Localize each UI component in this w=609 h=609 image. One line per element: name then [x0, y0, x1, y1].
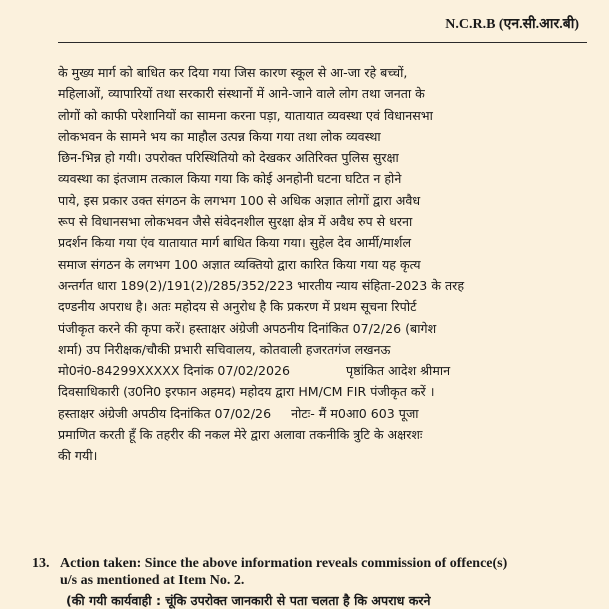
body-line: के मुख्य मार्ग को बाधित कर दिया गया जिस कारण स्कूल से आ-जा रहे बच्चों,	[58, 65, 408, 80]
body-line: व्यवस्था का इंतजाम तत्काल किया गया कि कोई अनहोनी घटना घटित न होने	[58, 171, 402, 187]
item-number: 13.	[32, 556, 50, 571]
body-line: रूप से विधानसभा लोकभवन जैसे संवेदनशील सुरक्षा क्षेत्र में अवैध रुप से धरना	[58, 214, 413, 230]
body-line: लोकभवन के सामने भय का माहौल उत्पन्न किया गया तथा लोक व्यवस्था	[58, 128, 381, 144]
complaint-body	[58, 62, 568, 467]
body-line: पंजीकृत करने की कृपा करें। हस्ताक्षर अंग्रेजी अपठनीय दिनांकित 07/2/26 (बागेश	[58, 320, 437, 336]
body-line: की गयी।	[58, 448, 98, 464]
header-divider	[58, 42, 587, 43]
body-line: शर्मा) उप निरीक्षक/चौकी प्रभारी सचिवालय, कोतवाली हजरतगंज लखनऊ	[58, 341, 391, 357]
body-line: दिवसाधिकारी (उ0नि0 इरफान अहमद) महोदय द्वारा HM/CM FIR पंजीकृत करें ।	[58, 384, 435, 400]
body-line: छिन-भिन्न हो गयी। उपरोक्त परिस्थितियो को देखकर अतिरिक्त पुलिस सुरक्षा	[58, 150, 399, 166]
page-header: N.C.R.B (एन.सी.आर.बी)	[445, 17, 579, 32]
body-line: दण्डनीय अपराध है। अतः महोदय से अनुरोध है कि प्रकरण में प्रथम सूचना रिपोर्ट	[58, 299, 417, 315]
body-line: महिलाओं, व्यापारियों तथा सरकारी संस्थानों में आने-जाने वाले लोग तथा जनता के	[58, 86, 425, 102]
body-line: अन्तर्गत धारा 189(2)/191(2)/285/352/223 भारतीय न्याय संहिता-2023 के तरह	[58, 277, 465, 293]
body-line: प्रदर्शन किया गया एंव यातायात मार्ग बाधित किया गया। सुहेल देव आर्मी/मार्शल	[58, 235, 411, 251]
body-line: प्रमाणित करती हूँ कि तहरीर की नकल मेरे द्वारा अलावा तकनीकि त्रुटि के अक्षरशः	[58, 427, 423, 443]
body-line: लोगों को काफी परेशानियों का सामना करना पड़ा, यातायात व्यवस्था एवं विधानसभा	[58, 107, 433, 123]
item-13-hindi-text: (की गयी कार्यवाही : चूंकि उपरोक्त जानकारी से पता चलता है कि अपराध करने	[66, 593, 431, 608]
body-line: हस्ताक्षर अंग्रेजी अपठीय दिनांकित 07/02/26 नोटः- मैं म0आ0 603 पूजा	[58, 405, 419, 421]
body-line: समाज संगठन के लगभग 100 अज्ञात व्यक्तियो द्वारा कारित किया गया यह कृत्य	[58, 256, 421, 272]
item-13-action-taken	[32, 555, 507, 589]
item-13-line-1: Action taken: Since the above information reveals commission of offence(s)	[60, 556, 508, 571]
body-line: मो0नं0-84299XXXXX दिनांक 07/02/2026 पृष्ठांकित आदेश श्रीमान	[58, 363, 451, 379]
item-13-line-2: u/s as mentioned at Item No. 2.	[60, 573, 245, 588]
body-line: पाये, इस प्रकार उक्त संगठन के लगभग 100 से अधिक अज्ञात लोगों द्वारा अवैध	[58, 192, 421, 208]
